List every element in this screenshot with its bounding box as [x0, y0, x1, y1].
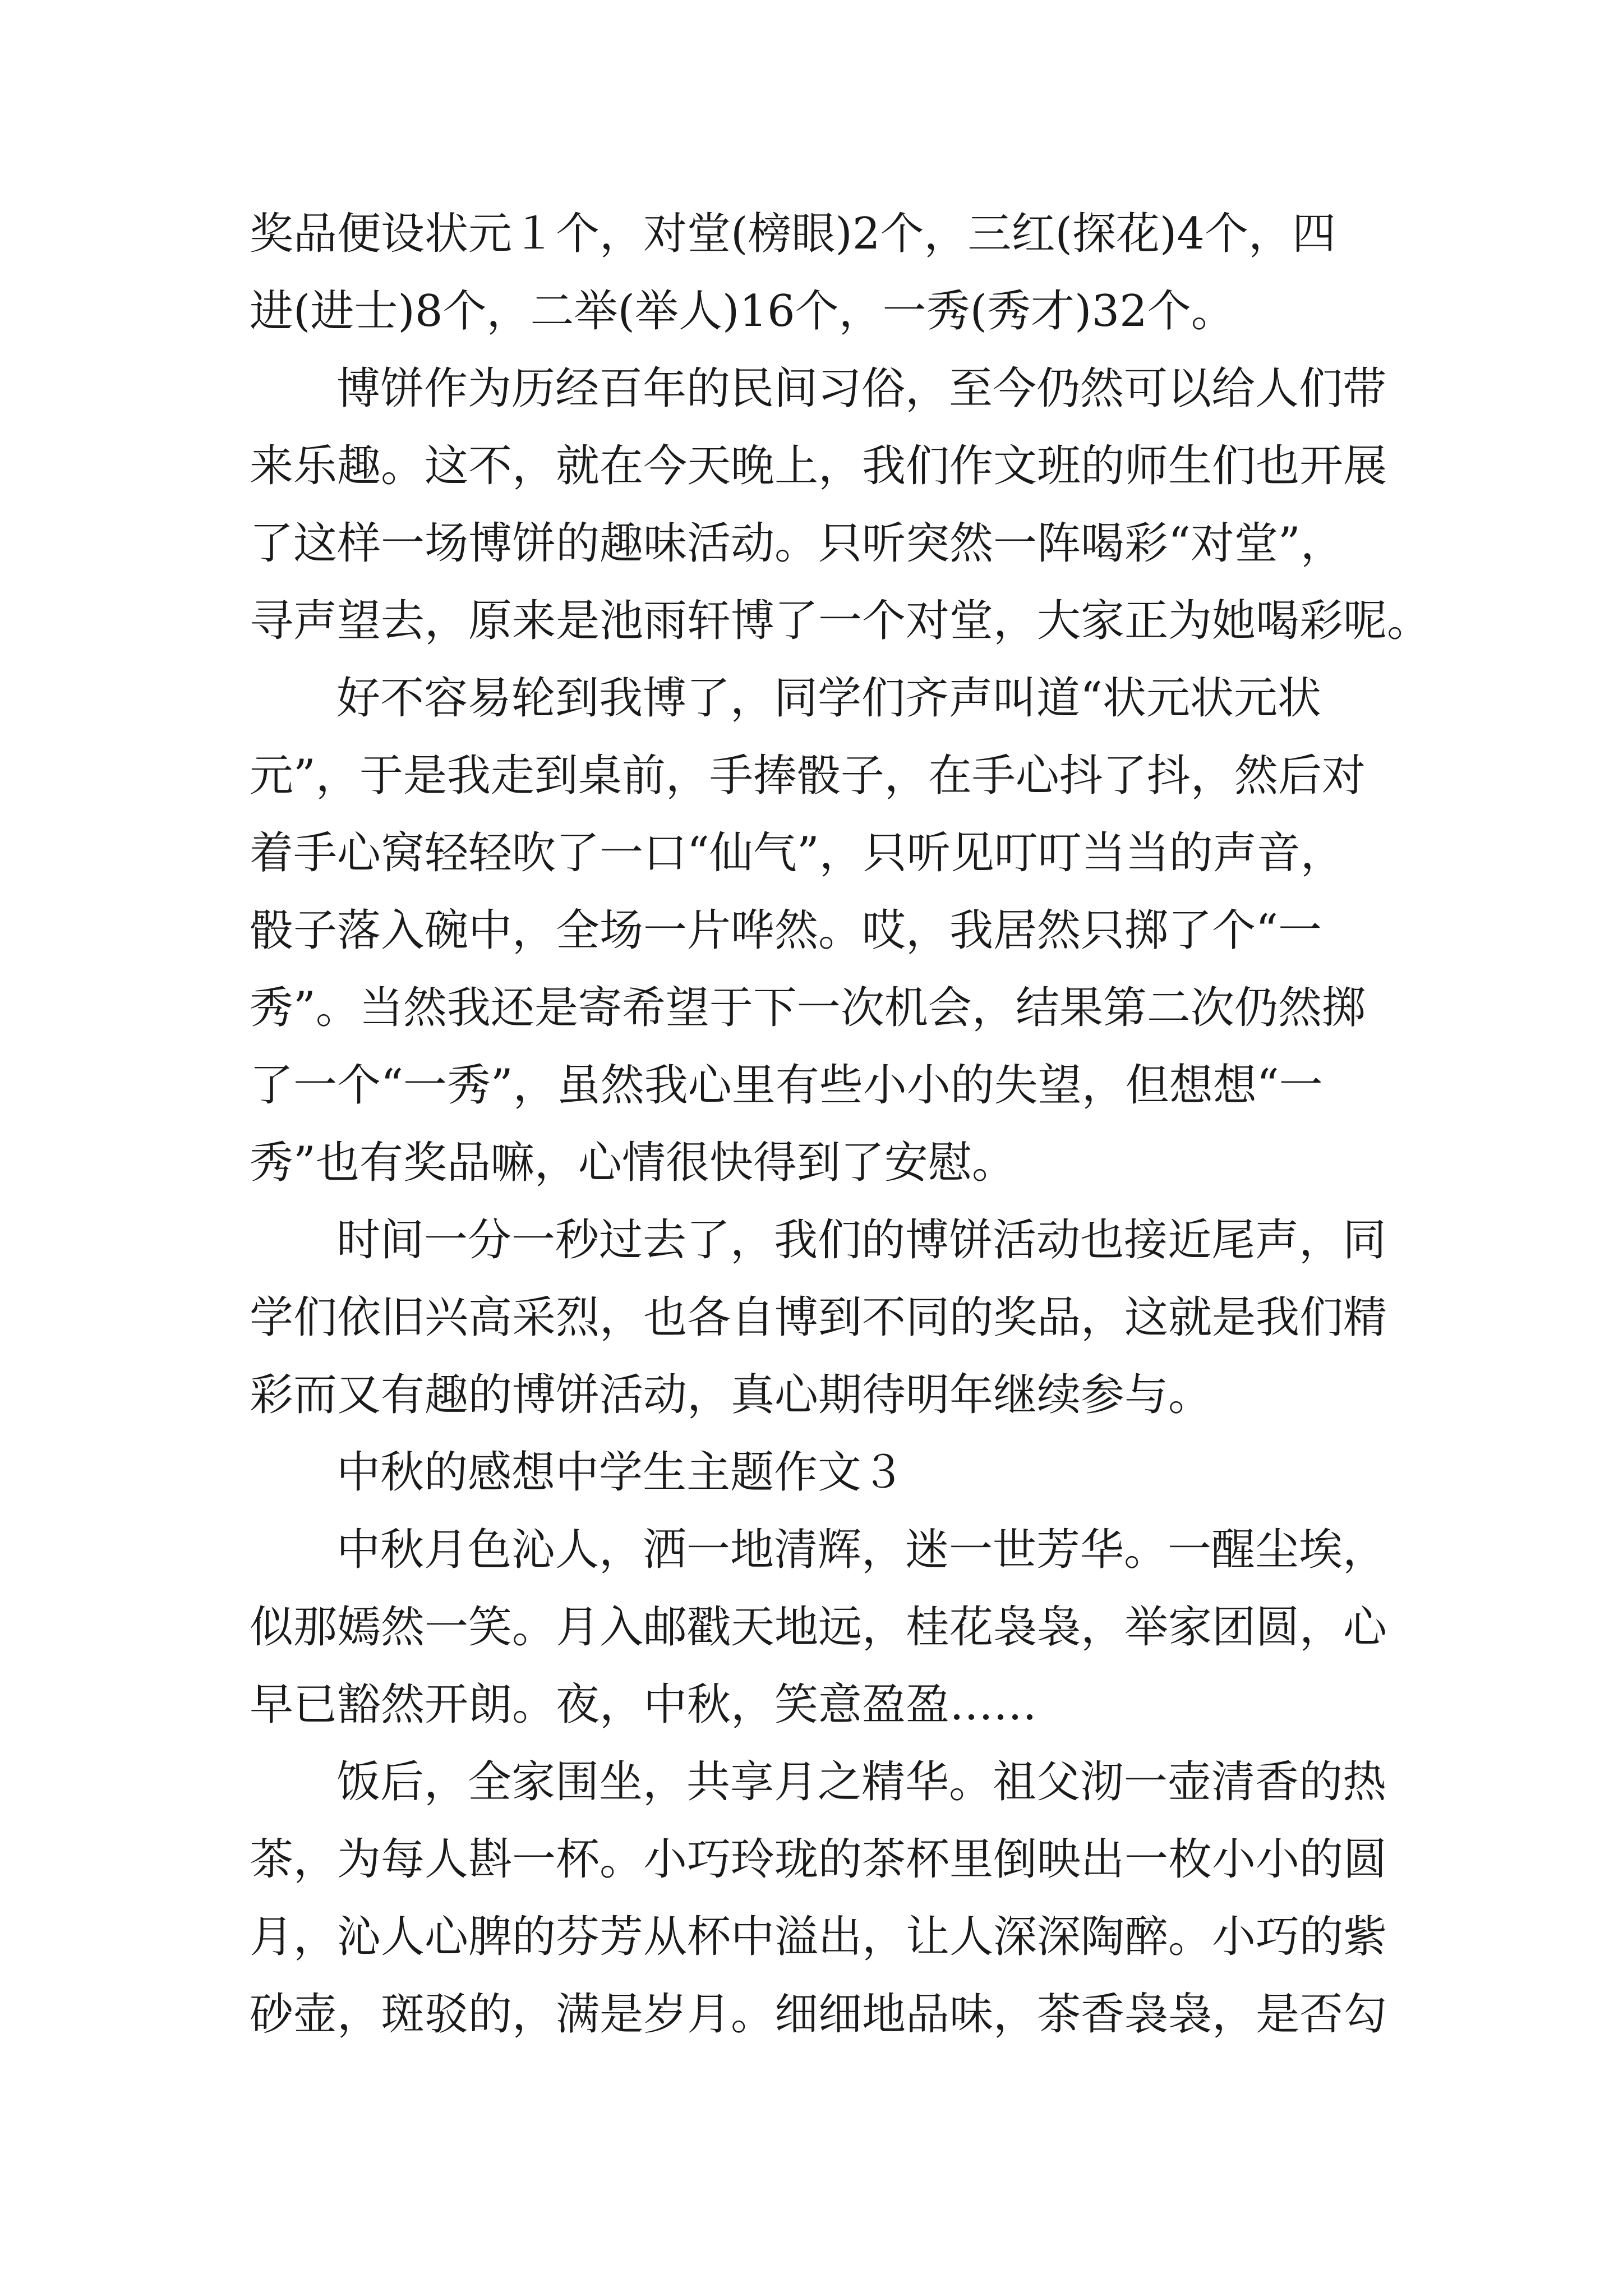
- text-line: 月，沁人心脾的芬芳从杯中溢出，让人深深陶醉。小巧的紫: [250, 1912, 1387, 1962]
- text-line: 来乐趣。这不，就在今天晚上，我们作文班的师生们也开展: [250, 441, 1387, 491]
- text-line: 似那嫣然一笑。月入邮戳天地远，桂花袅袅，举家团圆，心: [250, 1602, 1387, 1653]
- text-line: 进(进士)8个，二举(举人)16个，一秀(秀才)32个。: [250, 286, 1235, 337]
- text-line: 彩而又有趣的博饼活动，真心期待明年继续参与。: [250, 1370, 1212, 1420]
- text-line: 秀”也有奖品嘛，心情很快得到了安慰。: [250, 1138, 1016, 1188]
- text-line: 奖品便设状元１个，对堂(榜眼)2个，三红(探花)4个，四: [250, 209, 1336, 259]
- text-line: 了一个“一秀”，虽然我心里有些小小的失望，但想想“一: [250, 1060, 1323, 1111]
- text-line: 学们依旧兴高采烈，也各自博到不同的奖品，这就是我们精: [250, 1292, 1387, 1343]
- text-line: 秀”。当然我还是寄希望于下一次机会，结果第二次仍然掷: [250, 983, 1366, 1033]
- text-line: 茶，为每人斟一杯。小巧玲珑的茶杯里倒映出一枚小小的圆: [250, 1834, 1387, 1885]
- section-heading: 中秋的感想中学生主题作文３: [336, 1447, 906, 1498]
- text-line: 元”，于是我走到桌前，手捧骰子，在手心抖了抖，然后对: [250, 751, 1366, 801]
- text-line: 博饼作为历经百年的民间习俗，至今仍然可以给人们带: [336, 364, 1387, 414]
- text-line: 了这样一场博饼的趣味活动。只听突然一阵喝彩“对堂”，: [250, 518, 1344, 569]
- text-line: 着手心窝轻轻吹了一口“仙气”，只听见叮叮当当的声音，: [250, 828, 1344, 878]
- text-line: 骰子落入碗中，全场一片哗然。哎，我居然只掷了个“一: [250, 905, 1322, 956]
- text-line: 早已豁然开朗。夜，中秋，笑意盈盈……: [250, 1680, 1038, 1730]
- text-line: 时间一分一秒过去了，我们的博饼活动也接近尾声，同: [336, 1215, 1387, 1266]
- text-line: 寻声望去，原来是池雨轩博了一个对堂，大家正为她喝彩呢。: [250, 596, 1431, 646]
- text-line: 饭后，全家围坐，共享月之精华。祖父沏一壶清香的热: [336, 1757, 1387, 1807]
- text-line: 好不容易轮到我博了，同学们齐声叫道“状元状元状: [336, 673, 1321, 724]
- text-line: 中秋月色沁人，洒一地清辉，迷一世芳华。一醒尘埃，: [336, 1525, 1387, 1575]
- text-line: 砂壶，斑驳的，满是岁月。细细地品味，茶香袅袅，是否勾: [250, 1989, 1387, 2040]
